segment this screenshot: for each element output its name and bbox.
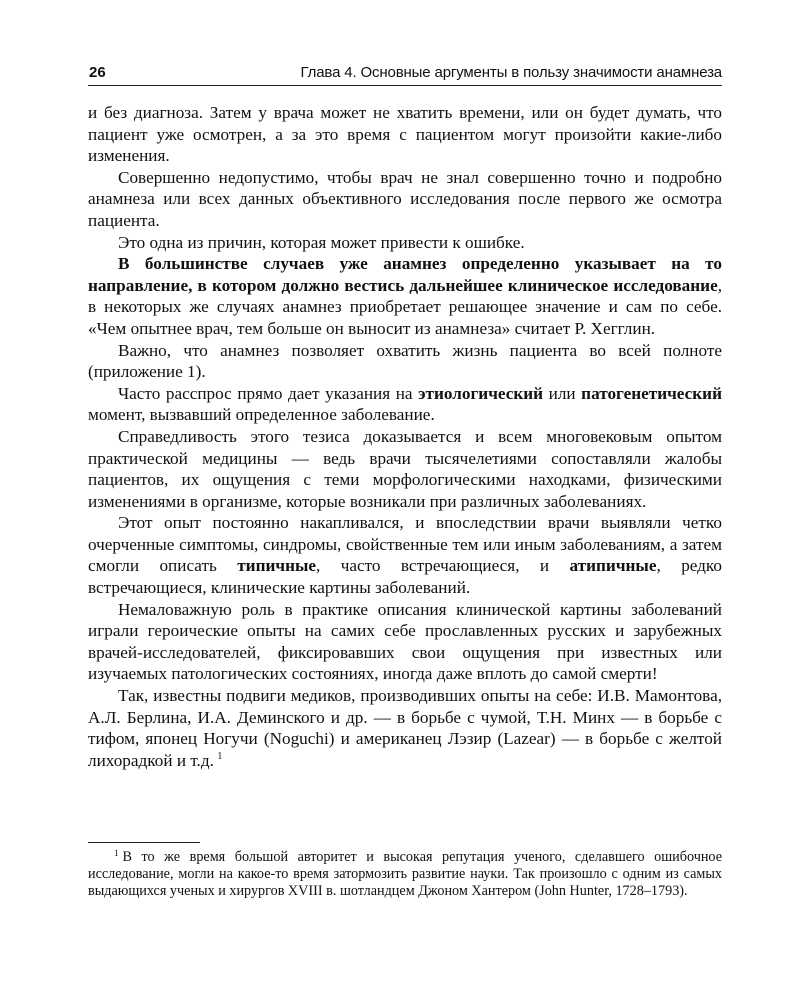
page-number: 26 <box>89 64 106 81</box>
paragraph: В большинстве случаев уже анамнез определенно указывает на то направление, в котором должно вестись дальнейшее клиническое исследование, в некоторых же случаях анамнез приобретает решающее значение и сам по себе. «Чем опытнее врач, тем больше он выносит из анамнеза» считает Р. Хегглин. <box>88 254 722 338</box>
bold-term: типичные <box>237 556 317 576</box>
paragraph: Справедливость этого тезиса доказывается и всем многовековым опытом практической медицины — ведь врачи тысячелетиями сопоставляли жалобы пациентов, их ощущения с теми морфологическими находками, физическими изменениями в организме, которые возникали при различных заболеваниях. <box>88 426 722 511</box>
bold-term: этиологический <box>418 383 544 403</box>
bold-statement: В большинстве случаев уже анамнез определенно указывает на то направление, в котором должно вестись дальнейшее клиническое исследование <box>88 254 722 295</box>
footnote-divider <box>88 842 200 843</box>
footnote-reference[interactable]: 1 <box>217 750 223 762</box>
footnote-marker: 1 <box>114 848 119 858</box>
bold-term: атипичные <box>569 556 657 576</box>
paragraph: Важно, что анамнез позволяет охватить жизнь пациента во всей полноте (приложение 1). <box>88 340 722 382</box>
paragraph: Немаловажную роль в практике описания клинической картины заболеваний играли героические опыты на самих себе прославленных русских и зарубежных врачей-исследователей, фиксировавших свои ощущения при известных или изучаемых патологических состояниях, иногда даже вплоть до самой смерти! <box>88 599 722 684</box>
page-header <box>88 63 722 86</box>
paragraph: Так, известны подвиги медиков, производивших опыты на себе: И.В. Мамонтова, А.Л. Берлина, И.А. Деминского и др. — в борьбе с чумой, Т.Н. Минх — в борьбе с тифом, японец Ногучи (Noguchi) и американец Лэзир (Lazear) — в борьбе с желтой лихорадкой и т.д. $^1$ <box>88 686 722 770</box>
bold-term: патогенетический <box>581 383 722 403</box>
paragraph: Это одна из причин, которая может привести к ошибке. <box>118 232 525 252</box>
running-title: Глава 4. Основные аргументы в пользу значимости анамнеза <box>300 64 722 81</box>
paragraph: Часто расспрос прямо дает указания на этиологический или патогенетический момент, вызвавший определенное заболевание. <box>88 383 722 425</box>
paragraph: и без диагноза. Затем у врача может не хватить времени, или он будет думать, что пациент уже осмотрен, а за это время с пациентом могут произойти какие-либо изменения. <box>88 103 722 166</box>
footnote <box>88 849 722 900</box>
paragraph: Этот опыт постоянно накапливался, и впоследствии врачи выявляли четко очерченные симптомы, синдромы, свойственные тем или иным заболеваниям, а затем смогли описать типичные, часто встречающиеся, и атипичные, редко встречающиеся, клинические картины заболеваний. <box>88 513 722 598</box>
footnote-text: $^1$ В то же время большой авторитет и высокая репутация ученого, сделавшего ошибочное исследование, могли на какое-то время затормозить развитие науки. Так произошло с одним из самых выдающихся ученых и хирургов XVIII в. шотландцем Джоном Хантером (John Hunter, 1728–1793). <box>88 848 722 899</box>
body-text <box>88 102 722 771</box>
paragraph: Совершенно недопустимо, чтобы врач не знал совершенно точно и подробно анамнеза или всех данных объективного исследования после первого же осмотра пациента. <box>88 167 722 230</box>
